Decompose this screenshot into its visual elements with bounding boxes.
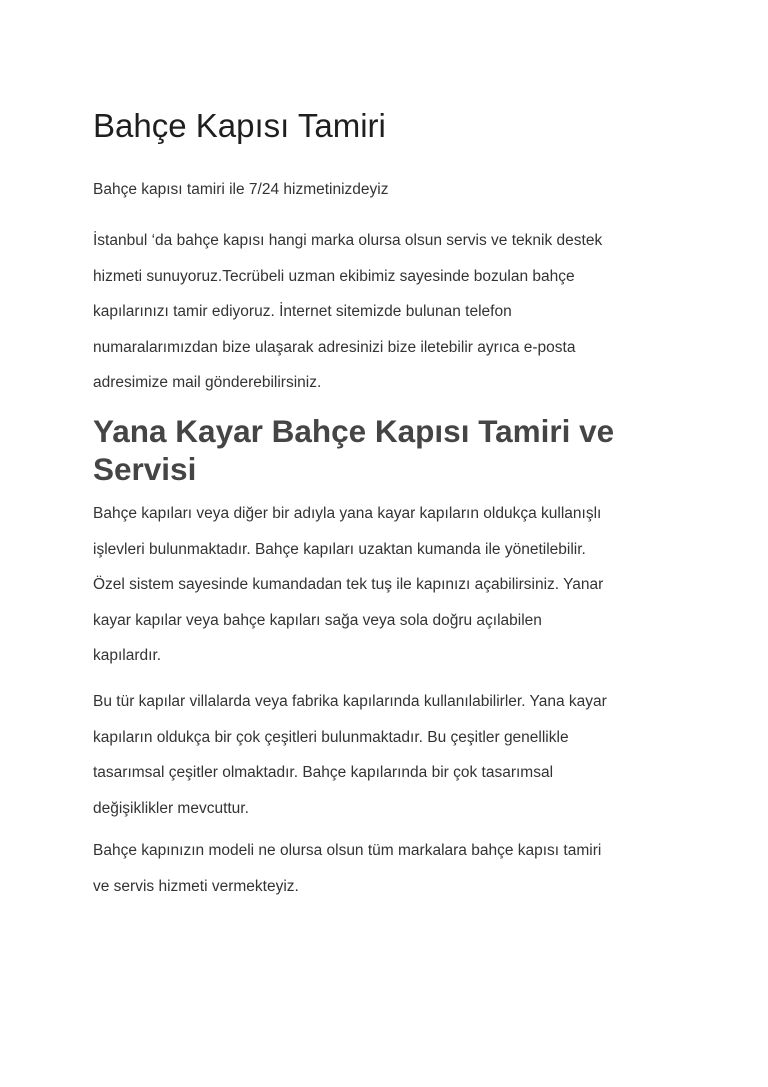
page-title: Bahçe Kapısı Tamiri: [93, 107, 386, 144]
paragraph-line: Bu tür kapılar villalarda veya fabrika kapılarında kullanılabilirler. Yana kayar: [93, 693, 607, 710]
paragraph-line: ve servis hizmeti vermekteyiz.: [93, 877, 299, 895]
intro-line: İstanbul ‘da bahçe kapısı hangi marka olursa olsun servis ve teknik destek: [93, 232, 603, 249]
section-paragraph-3: [93, 833, 683, 904]
paragraph-line: işlevleri bulunmaktadır. Bahçe kapıları uzaktan kumanda ile yönetilebilir.: [93, 540, 586, 558]
paragraph-line: Özel sistem sayesinde kumandadan tek tuş ile kapınızı açabilirsiniz. Yanar: [93, 576, 604, 593]
section-paragraph-1: [93, 496, 683, 674]
intro-line: hizmeti sunuyoruz.Tecrübeli uzman ekibimiz sayesinde bozulan bahçe: [93, 267, 575, 285]
intro-line: numaralarımızdan bize ulaşarak adresinizi bize iletebilir ayrıca e-posta: [93, 338, 576, 356]
section-heading-line: Yana Kayar Bahçe Kapısı Tamiri ve: [93, 413, 615, 449]
paragraph-line: kapılardır.: [93, 647, 162, 664]
paragraph-line: kayar kapılar veya bahçe kapıları sağa veya sola doğru açılabilen: [93, 611, 542, 629]
section-heading-line: Servisi: [93, 451, 197, 487]
paragraph-line: Bahçe kapınızın modeli ne olursa olsun tüm markalara bahçe kapısı tamiri: [93, 842, 602, 859]
paragraph-line: tasarımsal çeşitler olmaktadır. Bahçe kapılarında bir çok tasarımsal: [93, 764, 554, 781]
intro-line: kapılarınızı tamir ediyoruz. İnternet sitemizde bulunan telefon: [93, 303, 512, 320]
page-subtitle: Bahçe kapısı tamiri ile 7/24 hizmetinizdeyiz: [93, 181, 389, 198]
paragraph-line: Bahçe kapıları veya diğer bir adıyla yana kayar kapıların oldukça kullanışlı: [93, 505, 602, 522]
intro-paragraph: [93, 223, 683, 401]
section-paragraph-2: [93, 684, 683, 826]
paragraph-line: değişiklikler mevcuttur.: [93, 799, 249, 817]
section-heading: [93, 412, 693, 488]
paragraph-line: kapıların oldukça bir çok çeşitleri bulunmaktadır. Bu çeşitler genellikle: [93, 728, 569, 746]
intro-line: adresimize mail gönderebilirsiniz.: [93, 374, 322, 391]
